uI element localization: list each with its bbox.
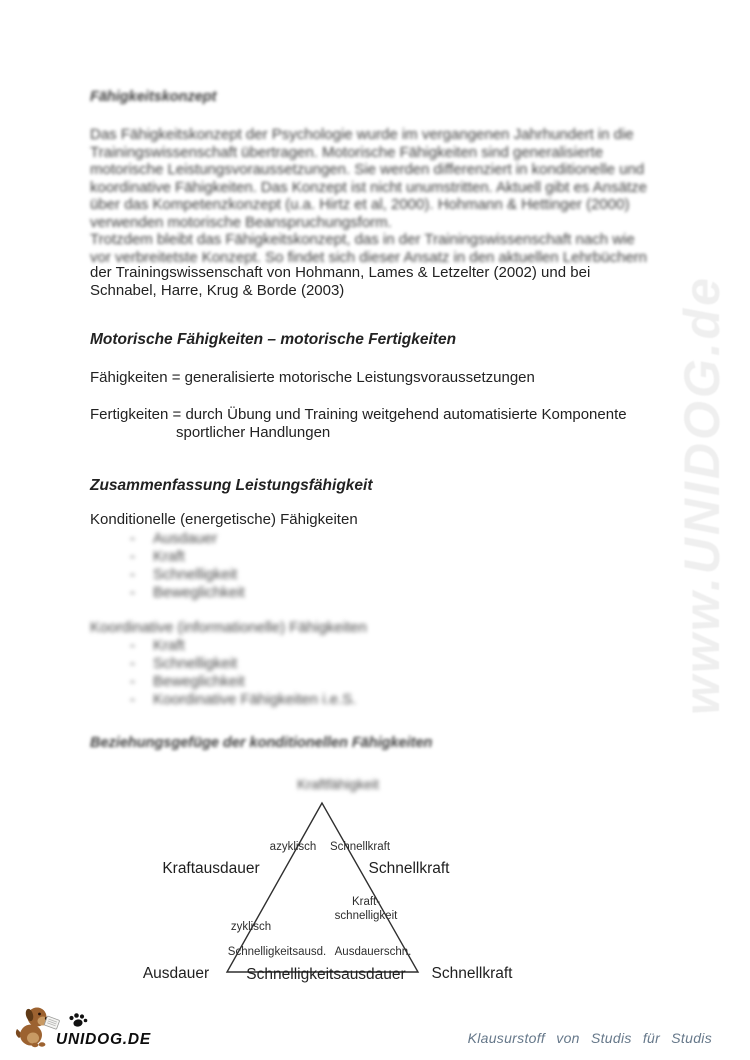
list-item-label: Kraft [153, 548, 185, 565]
diagram-label-schnellkraft-right: Schnellkraft [368, 860, 450, 877]
diagram-label-line: schnelligkeit [334, 909, 398, 922]
paragraph-line: Schnabel, Harre, Krug & Borde (2003) [90, 281, 345, 299]
logo-text: UNIDOG.DE [56, 1031, 152, 1048]
list-item [90, 530, 245, 548]
dog-icon [16, 1008, 60, 1048]
paragraph-line: vor verbreitetste Konzept. So findet sich dieser Ansatz in den aktuellen Lehrbüchern [90, 248, 647, 266]
list-item-label: Kraft [153, 637, 185, 654]
footer-tagline: Klausurstoff von Studis für Studis [467, 1030, 712, 1046]
diagram-label-schnelligkeitsausdauer: Schnelligkeitsausdauer [246, 966, 406, 983]
list-bullet: - [130, 530, 135, 547]
definition-line: sportlicher Handlungen [176, 424, 331, 441]
koordinative-list [90, 637, 356, 709]
list-item [90, 566, 245, 584]
list-item-label: Schnelligkeit [153, 655, 238, 672]
unidog-logo [14, 1002, 164, 1050]
diagram-label-schnellkraft-bottom: Schnellkraft [431, 965, 513, 982]
heading-beziehungsgefuege: Beziehungsgefüge der konditionellen Fähigkeiten [90, 735, 433, 751]
list-item [90, 584, 245, 602]
paragraph-line: über das Kompetenzkonzept (u.a. Hirtz et al, 2000). Hohmann & Hettinger (2000) [90, 196, 630, 213]
paragraph-line: Das Fähigkeitskonzept der Psychologie wurde im vergangenen Jahrhundert in die [90, 126, 634, 143]
list-item-label: Koordinative Fähigkeiten i.e.S. [153, 691, 357, 708]
list-item-label: Beweglichkeit [153, 584, 245, 601]
diagram-label-kraftschnelligkeit [335, 896, 398, 923]
list-item-label: Beweglichkeit [153, 673, 245, 690]
diagram-label-ausdauer: Ausdauer [142, 965, 210, 982]
list-item-label: Schnelligkeit [153, 566, 238, 583]
paw-print-icon [69, 1013, 87, 1027]
paragraph-line: verwenden motorische Beanspruchungsform. [90, 213, 392, 231]
diagram-label-kraftausdauer: Kraftausdauer [162, 860, 260, 877]
diagram-label-line: Kraft- [351, 896, 381, 908]
list-bullet: - [130, 673, 135, 690]
diagram-label-azyklisch: azyklisch [269, 841, 317, 853]
diagram-label-schnelligkeitsausd: Schnelligkeitsausd. [227, 946, 327, 958]
list-bullet: - [130, 584, 135, 601]
list-item-label: Ausdauer [153, 530, 218, 547]
heading-faehigkeitskonzept: Fähigkeitskonzept [90, 89, 217, 105]
definition-fertigkeiten [90, 406, 627, 442]
unidog-watermark: www.UNIDOG.de [674, 275, 730, 715]
konditionelle-list [90, 530, 245, 602]
list-item [90, 691, 356, 709]
triangle-diagram [0, 770, 750, 1005]
list-item [90, 655, 356, 673]
paragraph-line: koordinative Fähigkeiten. Das Konzept ist nicht unumstritten. Aktuell gibt es Ansätze [90, 178, 647, 196]
heading-motorische-faehigkeiten: Motorische Fähigkeiten – motorische Fertigkeiten [90, 331, 457, 348]
diagram-label-kraftfaehigkeit: Kraftfähigkeit [297, 776, 379, 792]
diagram-label-ausdauerschn: Ausdauerschn. [334, 946, 412, 958]
paragraph-line: motorische Leistungsvoraussetzungen. Sie werden differenziert in konditionelle und [90, 161, 645, 178]
paragraph-line: der Trainingswissenschaft von Hohmann, Lames & Letzelter (2002) und bei [90, 264, 591, 281]
list-bullet: - [130, 566, 135, 583]
list-bullet: - [130, 691, 135, 708]
list-item [90, 548, 245, 566]
list-bullet: - [130, 655, 135, 672]
paragraph-line: Trainingswissenschaft übertragen. Motorische Fähigkeiten sind generalisierte [90, 143, 604, 161]
list-bullet: - [130, 548, 135, 565]
list-item [90, 637, 356, 655]
definition-line: Fertigkeiten = durch Übung und Training weitgehend automatisierte Komponente [90, 406, 627, 423]
list-item [90, 673, 356, 691]
paragraph-line: Trotzdem bleibt das Fähigkeitskonzept, das in der Trainingswissenschaft nach wie [90, 231, 635, 248]
diagram-label-zyklisch: zyklisch [230, 921, 272, 933]
list1-title: Konditionelle (energetische) Fähigkeiten [90, 511, 358, 528]
list-bullet: - [130, 637, 135, 654]
intro-paragraph-clear [90, 264, 670, 299]
heading-zusammenfassung: Zusammenfassung Leistungsfähigkeit [90, 477, 373, 494]
list2-title: Koordinative (informationelle) Fähigkeiten [90, 619, 367, 636]
intro-paragraph-blurred [90, 126, 670, 266]
definition-faehigkeiten: Fähigkeiten = generalisierte motorische Leistungsvoraussetzungen [90, 369, 535, 386]
diagram-label-schnellkraft-small: Schnellkraft [329, 841, 391, 853]
